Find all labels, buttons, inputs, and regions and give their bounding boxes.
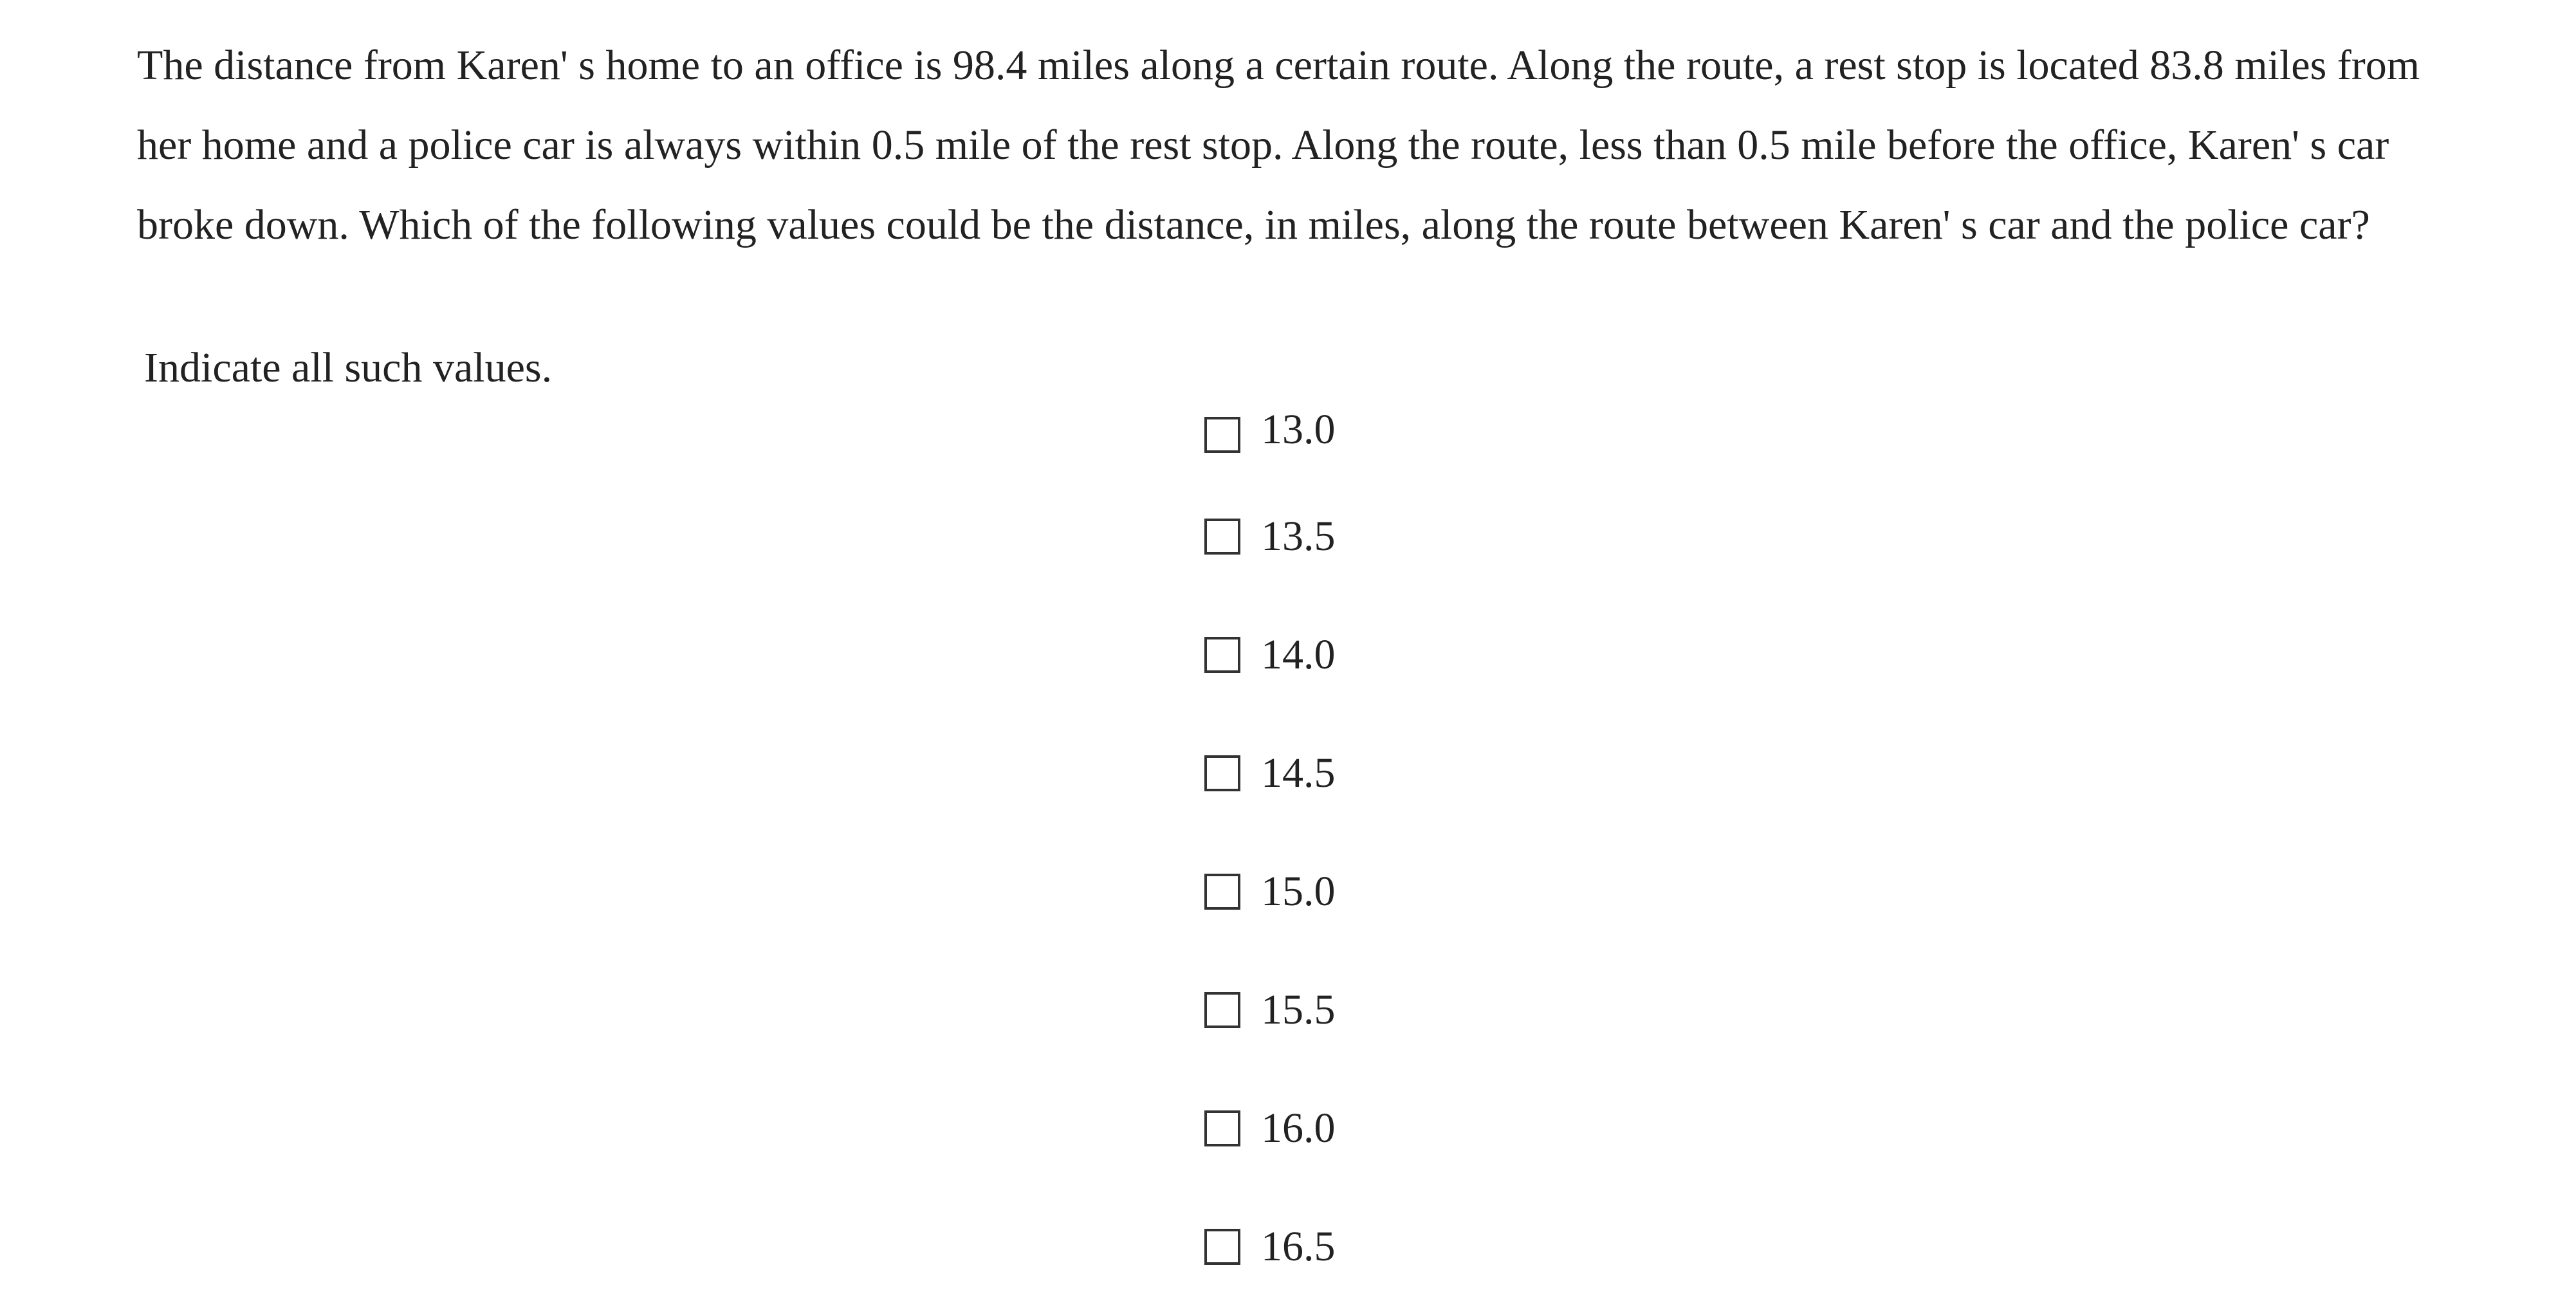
- checkbox[interactable]: [1204, 755, 1240, 791]
- option-label: 16.5: [1261, 1223, 1336, 1270]
- option-14-5[interactable]: [1204, 714, 1336, 832]
- question-text: The distance from Karen' s home to an office is 98.4 miles along a certain route. Along the route, a rest stop is located 83.8 miles from her home and a police car is always within 0.5 mile of the rest stop. Along the route, less than 0.5 mile before the office, Karen' s car broke down. Which of the following values could be the distance, in miles, along the route between Karen' s car and the police car?: [137, 42, 2420, 248]
- option-label: 16.0: [1261, 1105, 1336, 1152]
- checkbox[interactable]: [1204, 1110, 1240, 1146]
- option-label: 14.0: [1261, 631, 1336, 678]
- checkbox[interactable]: [1204, 417, 1240, 453]
- option-label: 13.5: [1261, 513, 1336, 560]
- option-15-0[interactable]: [1204, 832, 1336, 951]
- option-13-5[interactable]: [1204, 477, 1336, 596]
- checkbox[interactable]: [1204, 519, 1240, 555]
- answer-options: [1204, 394, 1336, 1306]
- checkbox[interactable]: [1204, 1229, 1240, 1265]
- checkbox[interactable]: [1204, 992, 1240, 1028]
- checkbox[interactable]: [1204, 637, 1240, 673]
- instruction-text: Indicate all such values.: [144, 344, 553, 391]
- option-label: 15.5: [1261, 986, 1336, 1033]
- option-14-0[interactable]: [1204, 596, 1336, 714]
- option-label: 14.5: [1261, 750, 1336, 796]
- option-15-5[interactable]: [1204, 951, 1336, 1069]
- option-16-0[interactable]: [1204, 1069, 1336, 1188]
- option-16-5[interactable]: [1204, 1188, 1336, 1306]
- option-13-0[interactable]: [1204, 394, 1336, 477]
- option-label: 15.0: [1261, 868, 1336, 915]
- checkbox[interactable]: [1204, 874, 1240, 910]
- option-label: 13.0: [1261, 406, 1336, 453]
